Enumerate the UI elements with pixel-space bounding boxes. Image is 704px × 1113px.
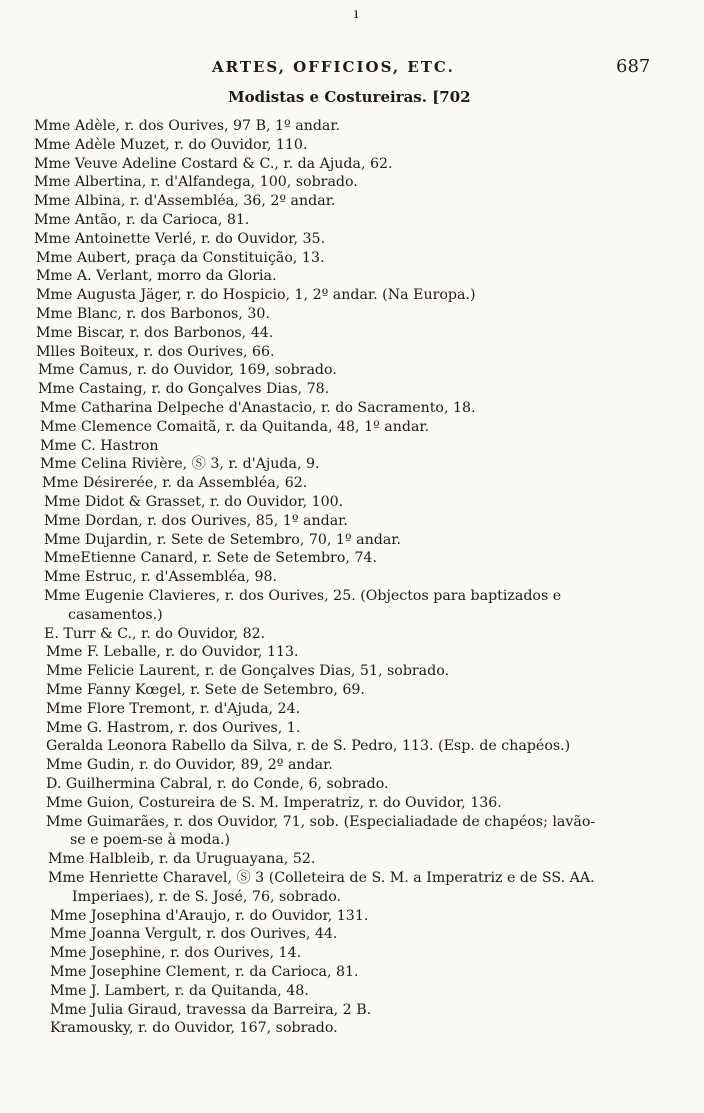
page-header — [0, 58, 704, 84]
directory-entry: Mme Julia Giraud, travessa da Barreira, 2 B. — [50, 1001, 372, 1018]
directory-entry: Mme Fanny Kœgel, r. Sete de Setembro, 69. — [46, 682, 365, 698]
directory-entry: Mme F. Leballe, r. do Ouvidor, 113. — [46, 644, 299, 661]
header-title: ARTES, OFFICIOS, ETC. — [212, 58, 455, 76]
directory-entry: Mme A. Verlant, morro da Gloria. — [36, 268, 277, 285]
directory-entry: Mme Halbleib, r. da Uruguayana, 52. — [48, 851, 316, 868]
directory-entry: Mme Albertina, r. d'Alfandega, 100, sobrado. — [34, 174, 358, 191]
directory-entry: Mme Gudin, r. do Ouvidor, 89, 2º andar. — [46, 757, 333, 774]
directory-entry: Mme Catharina Delpeche d'Anastacio, r. do Sacramento, 18. — [40, 400, 476, 416]
page-number: 687 — [616, 56, 651, 77]
directory-entry: Mme Eugenie Clavieres, r. dos Ourives, 25. (Objectos para baptizados e — [44, 588, 562, 604]
directory-entry: Mme Josephine, r. dos Ourives, 14. — [50, 945, 302, 962]
directory-entry: Mme C. Hastron — [40, 437, 159, 454]
directory-entry: Mme Désirerée, r. da Assembléa, 62. — [42, 475, 308, 492]
directory-entry: Mme Josephine Clement, r. da Carioca, 81. — [50, 964, 359, 980]
directory-entry: Mme Flore Tremont, r. d'Ajuda, 24. — [46, 700, 301, 717]
directory-entry: Mme Biscar, r. dos Barbonos, 44. — [36, 324, 274, 341]
section-subheader: Modistas e Costureiras. [702 — [228, 88, 471, 106]
directory-entry: Mme Antoinette Verlé, r. do Ouvidor, 35. — [34, 230, 326, 247]
directory-entry: Mlles Boiteux, r. dos Ourives, 66. — [36, 343, 275, 360]
directory-entry: Mme Guion, Costureira de S. M. Imperatriz, r. do Ouvidor, 136. — [46, 794, 502, 811]
directory-entry: Mme Celina Rivière, Ⓢ 3, r. d'Ajuda, 9. — [40, 456, 320, 473]
directory-entry: Mme Guimarães, r. dos Ouvidor, 71, sob. (Especialiadade de chapéos; lavão- — [46, 813, 596, 830]
directory-entry: Mme Clemence Comaitã, r. da Quitanda, 48, 1º andar. — [40, 418, 430, 435]
directory-entry: Mme Blanc, r. dos Barbonos, 30. — [36, 306, 270, 322]
directory-entry: Mme Veuve Adeline Costard & C., r. da Ajuda, 62. — [34, 155, 393, 172]
directory-entry-continuation: Imperiaes), r. de S. José, 76, sobrado. — [72, 888, 342, 905]
directory-entry: Mme Antão, r. da Carioca, 81. — [34, 212, 250, 228]
directory-entry: Mme Dujardin, r. Sete de Setembro, 70, 1º andar. — [44, 531, 402, 548]
directory-entry: Mme Didot & Grasset, r. do Ouvidor, 100. — [44, 494, 344, 510]
directory-entry: Mme Felicie Laurent, r. de Gonçalves Dias, 51, sobrado. — [46, 663, 450, 680]
directory-entry: Mme Estruc, r. d'Assembléa, 98. — [44, 569, 278, 586]
directory-entry-continuation: se e poem-se à moda.) — [70, 832, 231, 849]
directory-entry: Mme Camus, r. do Ouvidor, 169, sobrado. — [38, 362, 337, 379]
directory-entry: Kramousky, r. do Ouvidor, 167, sobrado. — [50, 1020, 338, 1037]
directory-entry: Geralda Leonora Rabello da Silva, r. de S. Pedro, 113. (Esp. de chapéos.) — [46, 738, 571, 755]
directory-entry-continuation: casamentos.) — [68, 606, 163, 623]
directory-entry: Mme Augusta Jäger, r. do Hospicio, 1, 2º andar. (Na Europa.) — [36, 287, 476, 304]
directory-entry: Mme G. Hastrom, r. dos Ourives, 1. — [46, 719, 301, 736]
directory-entry: Mme Adèle Muzet, r. do Ouvidor, 110. — [34, 136, 308, 153]
directory-entry: Mme Joanna Vergult, r. dos Ourives, 44. — [50, 926, 338, 943]
directory-entry: Mme Henriette Charavel, Ⓢ 3 (Colleteira de S. M. a Imperatriz e de SS. AA. — [48, 870, 595, 886]
directory-entry: MmeEtienne Canard, r. Sete de Setembro, 74. — [44, 550, 377, 567]
directory-entry: Mme Josephina d'Araujo, r. do Ouvidor, 131. — [50, 907, 369, 924]
directory-entry: Mme Albina, r. d'Assembléa, 36, 2º andar. — [34, 193, 336, 210]
directory-entry: Mme Adèle, r. dos Ourives, 97 B, 1º andar. — [34, 118, 341, 134]
directory-entry: Mme Aubert, praça da Constituição, 13. — [36, 249, 325, 266]
directory-entry: E. Turr & C., r. do Ouvidor, 82. — [44, 625, 266, 642]
directory-entry: Mme J. Lambert, r. da Quitanda, 48. — [50, 982, 309, 999]
top-mark: ı — [354, 6, 359, 22]
directory-entry: Mme Dordan, r. dos Ourives, 85, 1º andar. — [44, 512, 348, 529]
directory-entry: D. Guilhermina Cabral, r. do Conde, 6, sobrado. — [46, 776, 389, 792]
directory-entry: Mme Castaing, r. do Gonçalves Dias, 78. — [38, 381, 330, 398]
